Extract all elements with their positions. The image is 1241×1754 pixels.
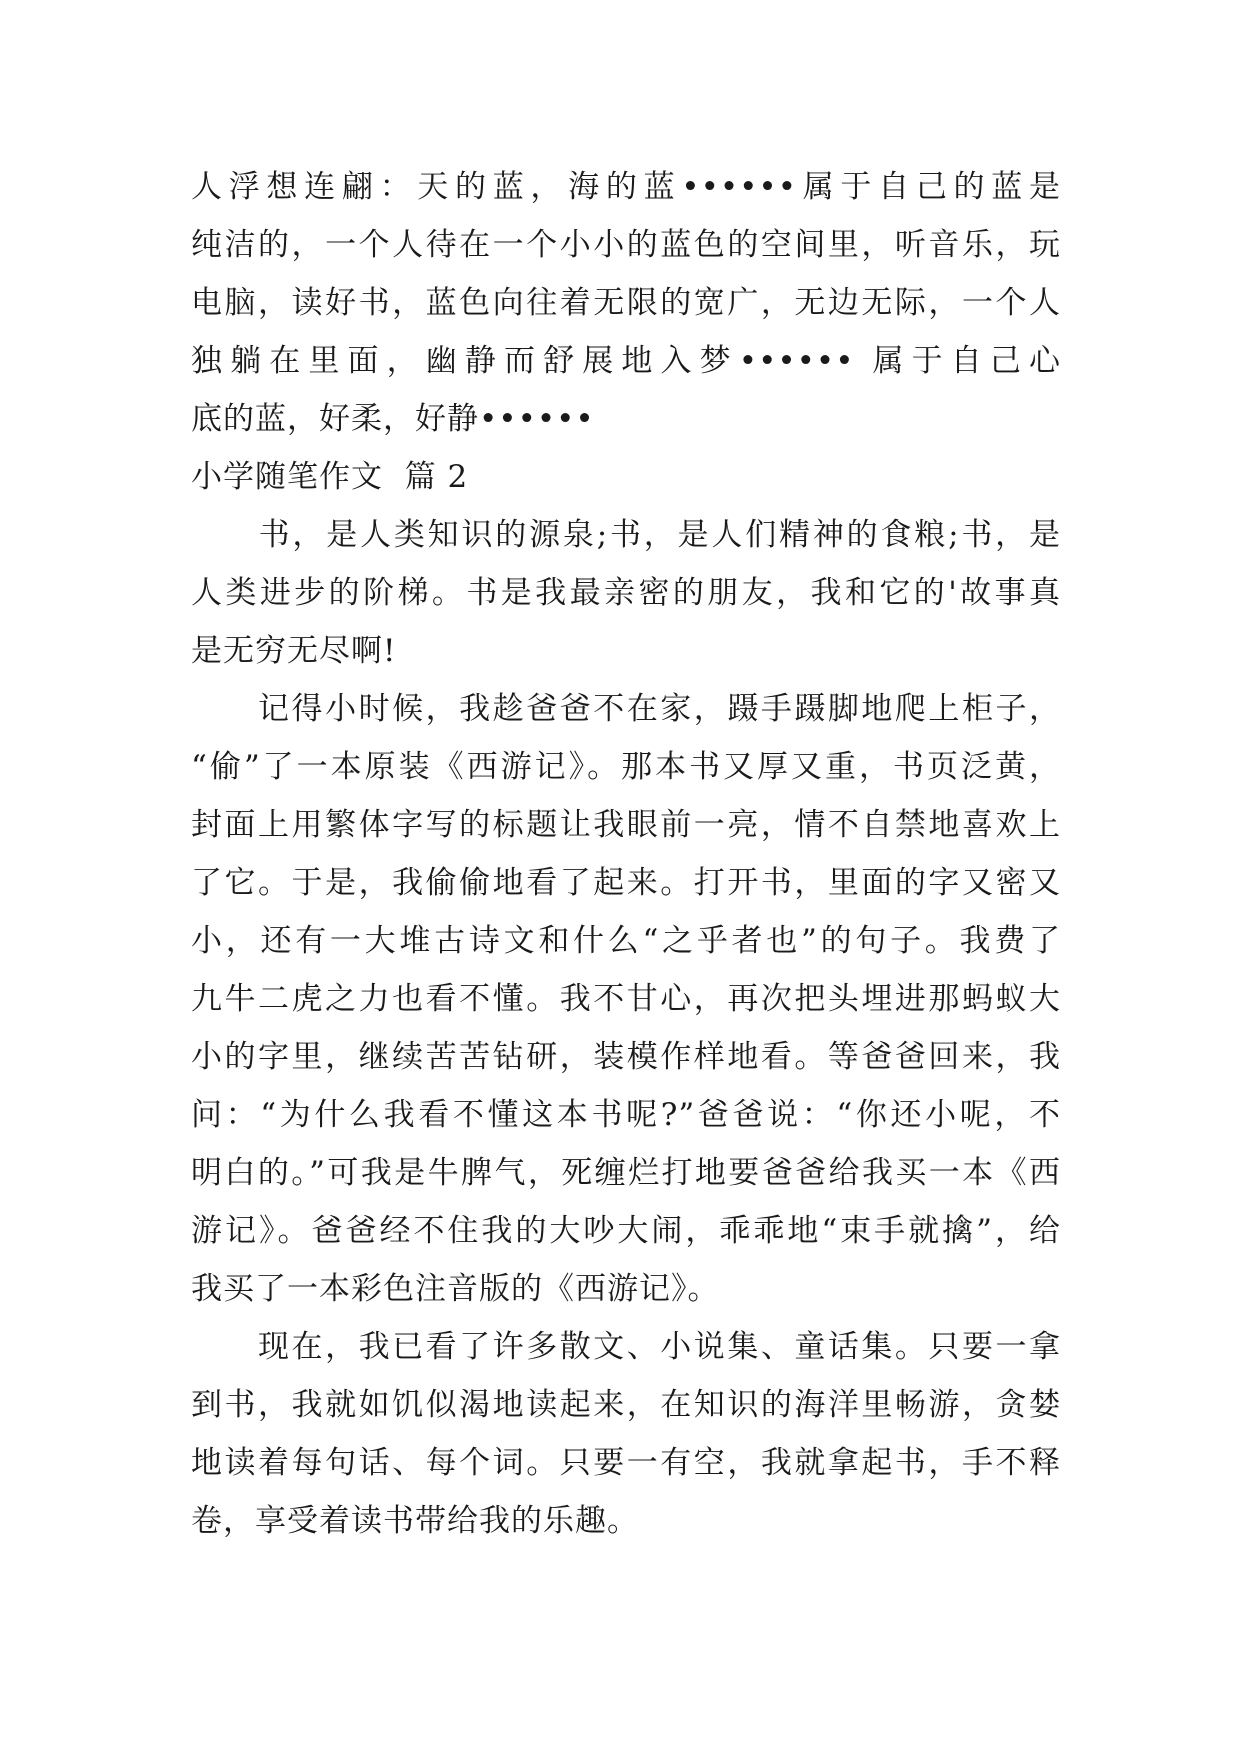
body-line: 我买了一本彩色注音版的《西游记》。 xyxy=(191,1271,720,1307)
body-line: 小的字里，继续苦苦钻研，装模作样地看。等爸爸回来，我 xyxy=(191,1039,1061,1075)
body-line: 底的蓝，好柔，好静•••••• xyxy=(191,401,595,437)
body-line: 九牛二虎之力也看不懂。我不甘心，再次把头埋进那蚂蚁大 xyxy=(191,981,1061,1017)
body-line: 问：“为什么我看不懂这本书呢?”爸爸说：“你还小呢，不 xyxy=(191,1097,1061,1133)
body-line: 纯洁的，一个人待在一个小小的蓝色的空间里，听音乐，玩 xyxy=(191,227,1061,263)
body-line: 独躺在里面，幽静而舒展地入梦•••••• 属于自己心 xyxy=(191,343,1061,379)
body-line: 电脑，读好书，蓝色向往着无限的宽广，无边无际，一个人 xyxy=(191,285,1061,321)
section-heading: 小学随笔作文 篇 2 xyxy=(191,459,469,495)
body-line: 卷，享受着读书带给我的乐趣。 xyxy=(191,1503,639,1539)
body-line: 书，是人类知识的源泉;书，是人们精神的食粮;书，是 xyxy=(191,517,1061,553)
body-line: 记得小时候，我趁爸爸不在家，蹑手蹑脚地爬上柜子， xyxy=(191,691,1061,727)
body-line: 游记》。爸爸经不住我的大吵大闹，乖乖地“束手就擒”，给 xyxy=(191,1213,1061,1249)
body-line: 明白的。”可我是牛脾气，死缠烂打地要爸爸给我买一本《西 xyxy=(191,1155,1061,1191)
body-line: 了它。于是，我偷偷地看了起来。打开书，里面的字又密又 xyxy=(191,865,1061,901)
body-line: 地读着每句话、每个词。只要一有空，我就拿起书，手不释 xyxy=(191,1445,1061,1481)
body-line: 封面上用繁体字写的标题让我眼前一亮，情不自禁地喜欢上 xyxy=(191,807,1061,843)
body-line: “偷”了一本原装《西游记》。那本书又厚又重，书页泛黄， xyxy=(191,749,1061,785)
body-line: 小，还有一大堆古诗文和什么“之乎者也”的句子。我费了 xyxy=(191,923,1061,959)
body-line: 是无穷无尽啊! xyxy=(191,633,397,669)
body-line: 到书，我就如饥似渴地读起来，在知识的海洋里畅游，贪婪 xyxy=(191,1387,1061,1423)
body-line: 现在，我已看了许多散文、小说集、童话集。只要一拿 xyxy=(191,1329,1061,1365)
body-line: 人类进步的阶梯。书是我最亲密的朋友，我和它的'故事真 xyxy=(191,575,1061,611)
body-line: 人浮想连翩：天的蓝，海的蓝••••••属于自己的蓝是 xyxy=(191,169,1061,205)
